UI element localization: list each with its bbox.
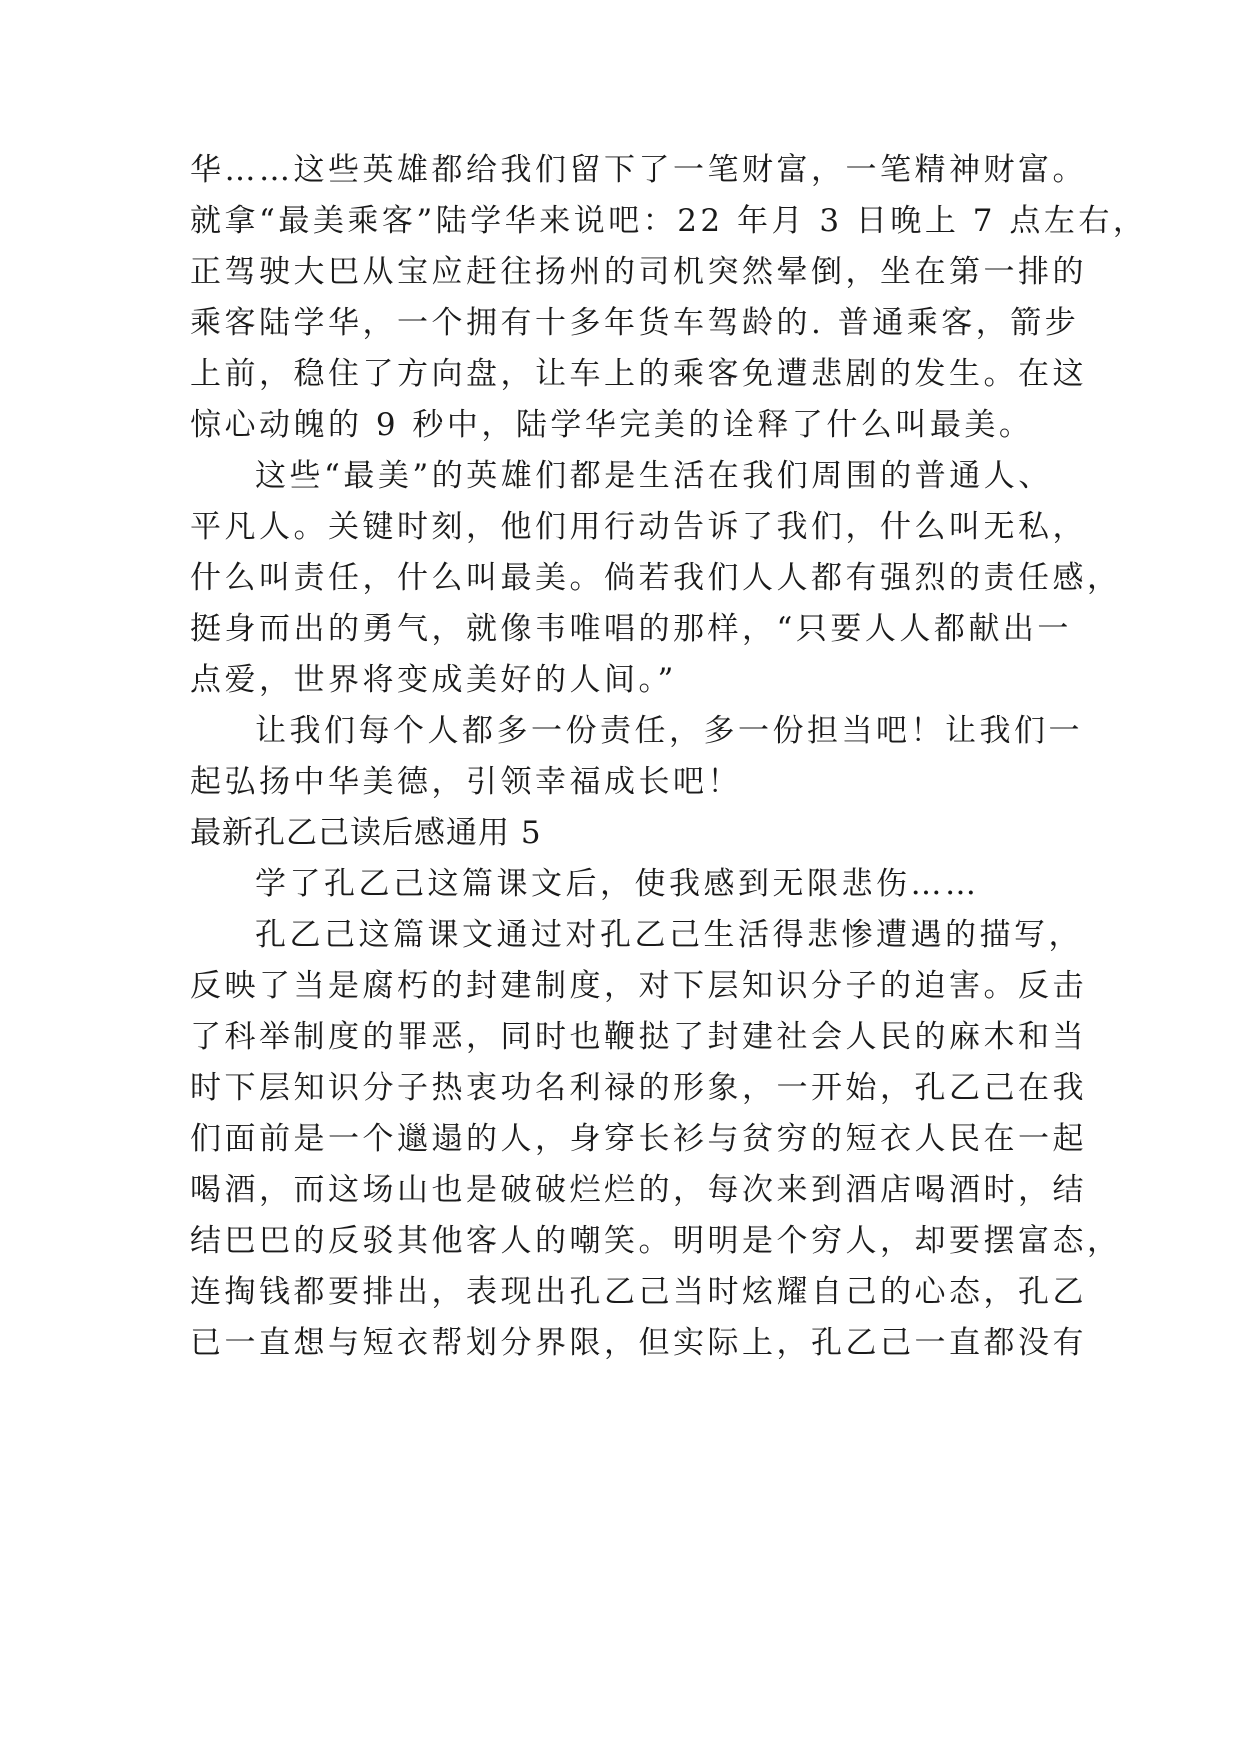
paragraph-start: 这些“最美”的英雄们都是生活在我们周围的普通人、 — [255, 458, 1053, 494]
text-line: 就拿“最美乘客”陆学华来说吧：22 年月 3 日晚上 7 点左右， — [190, 203, 1148, 239]
text-line: 已一直想与短衣帮划分界限，但实际上，孔乙己一直都没有 — [190, 1325, 1087, 1361]
text-line: 起弘扬中华美德，引领幸福成长吧！ — [190, 764, 742, 800]
section-heading: 最新孔乙己读后感通用 5 — [190, 815, 542, 851]
paragraph-start: 孔乙己这篇课文通过对孔乙己生活得悲惨遭遇的描写， — [255, 917, 1083, 953]
text-line: 平凡人。关键时刻，他们用行动告诉了我们，什么叫无私， — [190, 509, 1087, 545]
text-line: 挺身而出的勇气，就像韦唯唱的那样，“只要人人都献出一 — [190, 611, 1072, 647]
text-line: 结巴巴的反驳其他客人的嘲笑。明明是个穷人，却要摆富态， — [190, 1223, 1122, 1259]
text-line: 了科举制度的罪恶，同时也鞭挞了封建社会人民的麻木和当 — [190, 1019, 1087, 1055]
text-line: 喝酒，而这场山也是破破烂烂的，每次来到酒店喝酒时，结 — [190, 1172, 1087, 1208]
text-line: 正驾驶大巴从宝应赶往扬州的司机突然晕倒，坐在第一排的 — [190, 254, 1087, 290]
text-line: 乘客陆学华，一个拥有十多年货车驾龄的. 普通乘客，箭步 — [190, 305, 1080, 341]
text-line: 华……这些英雄都给我们留下了一笔财富，一笔精神财富。 — [190, 152, 1087, 188]
text-line: 点爱，世界将变成美好的人间。” — [190, 662, 677, 698]
text-line: 惊心动魄的 9 秒中，陆学华完美的诠释了什么叫最美。 — [190, 407, 1034, 443]
text-line: 反映了当是腐朽的封建制度，对下层知识分子的迫害。反击 — [190, 968, 1087, 1004]
text-line: 连掏钱都要排出，表现出孔乙己当时炫耀自己的心态，孔乙 — [190, 1274, 1087, 1310]
text-line: 上前，稳住了方向盘，让车上的乘客免遭悲剧的发生。在这 — [190, 356, 1087, 392]
text-line: 时下层知识分子热衷功名利禄的形象，一开始，孔乙己在我 — [190, 1070, 1087, 1106]
paragraph-start: 学了孔乙己这篇课文后，使我感到无限悲伤…… — [255, 866, 980, 902]
text-line: 们面前是一个邋遢的人，身穿长衫与贫穷的短衣人民在一起 — [190, 1121, 1087, 1157]
text-line: 什么叫责任，什么叫最美。倘若我们人人都有强烈的责任感， — [190, 560, 1122, 596]
paragraph-start: 让我们每个人都多一份责任，多一份担当吧！让我们一 — [255, 713, 1083, 749]
